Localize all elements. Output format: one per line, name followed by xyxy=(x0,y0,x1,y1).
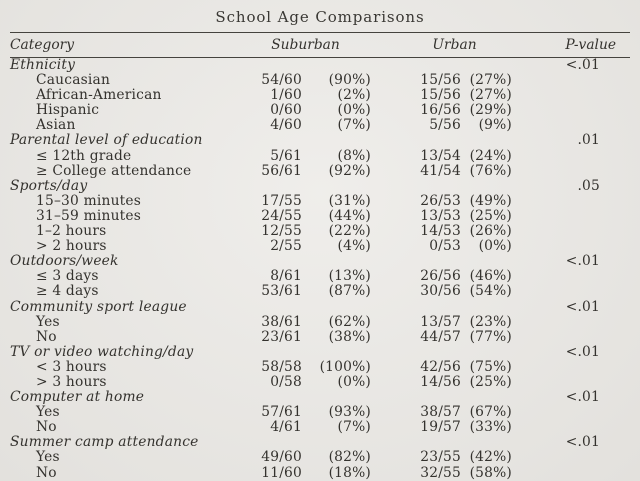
table-row xyxy=(10,315,630,330)
p-value-empty-cell xyxy=(512,224,630,239)
suburban-percent-cell: (4%) xyxy=(337,238,371,255)
p-value-empty-cell xyxy=(512,88,630,103)
category-cell: > 3 hours xyxy=(36,373,107,390)
table-row xyxy=(10,239,630,254)
section-category-cell: Ethnicity xyxy=(10,57,76,73)
p-value-empty-cell xyxy=(512,149,630,164)
urban-count-cell: 26/56 xyxy=(420,268,461,285)
section-category-cell: Summer camp attendance xyxy=(10,434,199,451)
p-value-cell: <.01 xyxy=(565,389,601,406)
urban-percent-cell: (24%) xyxy=(469,147,513,164)
urban-percent-cell: (25%) xyxy=(469,373,513,390)
urban-count-cell: 5/56 xyxy=(429,117,461,134)
urban-percent-cell: (26%) xyxy=(469,223,513,240)
suburban-percent-cell: (90%) xyxy=(328,72,371,89)
category-cell: No xyxy=(36,328,57,345)
suburban-count-cell: 24/55 xyxy=(261,207,302,224)
category-cell: 15–30 minutes xyxy=(36,192,142,209)
p-value-empty-cell xyxy=(512,194,630,209)
column-header-category: Category xyxy=(10,33,240,58)
urban-percent-cell: (54%) xyxy=(469,283,513,300)
urban-count-cell: 13/57 xyxy=(420,313,461,330)
category-cell: No xyxy=(36,419,57,436)
p-value-empty-cell xyxy=(512,450,630,465)
category-cell: Yes xyxy=(36,313,60,330)
suburban-count-cell: 4/61 xyxy=(270,419,302,436)
suburban-percent-cell: (2%) xyxy=(337,87,371,104)
suburban-count-cell: 12/55 xyxy=(261,223,302,240)
table-row xyxy=(10,405,630,420)
suburban-count-cell: 56/61 xyxy=(261,162,302,179)
urban-count-cell: 15/56 xyxy=(420,72,461,89)
table-row xyxy=(10,330,630,345)
suburban-count-cell: 5/61 xyxy=(270,147,302,164)
p-value-cell: .01 xyxy=(577,132,601,149)
table-body xyxy=(10,58,630,481)
urban-percent-cell: (76%) xyxy=(469,162,513,179)
urban-percent-cell: (23%) xyxy=(469,313,513,330)
p-value-cell: .05 xyxy=(577,177,601,194)
suburban-percent-cell: (93%) xyxy=(328,404,371,421)
section-category-cell: Sports/day xyxy=(10,177,88,194)
urban-count-cell: 14/53 xyxy=(420,223,461,240)
urban-percent-cell: (0%) xyxy=(478,238,513,255)
suburban-count-cell: 4/60 xyxy=(270,117,302,134)
urban-count-cell: 16/56 xyxy=(420,102,461,119)
p-value-empty-cell xyxy=(512,209,630,224)
category-cell: ≤ 12th grade xyxy=(36,147,132,164)
category-cell: ≥ 4 days xyxy=(36,283,99,300)
suburban-count-cell: 53/61 xyxy=(261,283,302,300)
table-row xyxy=(10,450,630,465)
section-header-row xyxy=(10,179,630,194)
category-cell: Yes xyxy=(36,404,60,421)
table-row xyxy=(10,360,630,375)
suburban-count-cell: 23/61 xyxy=(261,328,302,345)
urban-percent-cell: (42%) xyxy=(469,449,513,466)
table-row xyxy=(10,164,630,179)
urban-count-cell: 13/54 xyxy=(420,147,461,164)
suburban-percent-cell: (87%) xyxy=(328,283,371,300)
table-row xyxy=(10,209,630,224)
table-row xyxy=(10,73,630,88)
suburban-percent-cell: (22%) xyxy=(328,223,371,240)
urban-percent-cell: (25%) xyxy=(469,207,513,224)
table-row xyxy=(10,375,630,390)
header-row xyxy=(10,33,630,58)
suburban-count-cell: 38/61 xyxy=(261,313,302,330)
urban-count-cell: 30/56 xyxy=(420,283,461,300)
section-category-cell: Computer at home xyxy=(10,389,145,406)
table-row xyxy=(10,224,630,239)
suburban-count-cell: 8/61 xyxy=(270,268,302,285)
p-value-empty-cell xyxy=(512,164,630,179)
urban-count-cell: 0/53 xyxy=(429,238,461,255)
p-value-cell: <.01 xyxy=(565,434,601,451)
suburban-count-cell: 11/60 xyxy=(261,464,302,481)
urban-percent-cell: (27%) xyxy=(469,72,513,89)
suburban-percent-cell: (0%) xyxy=(337,373,371,390)
table-title: School Age Comparisons xyxy=(215,8,425,26)
category-cell: Hispanic xyxy=(36,102,100,119)
category-cell: ≤ 3 days xyxy=(36,268,99,285)
urban-count-cell: 23/55 xyxy=(420,449,461,466)
table-row xyxy=(10,194,630,209)
suburban-count-cell: 17/55 xyxy=(261,192,302,209)
category-cell: ≥ College attendance xyxy=(36,162,192,179)
urban-count-cell: 26/53 xyxy=(420,192,461,209)
section-category-cell: Outdoors/week xyxy=(10,253,119,270)
suburban-percent-cell: (82%) xyxy=(328,449,371,466)
table-row xyxy=(10,269,630,284)
column-header-p-value: P-value xyxy=(512,33,630,58)
p-value-empty-cell xyxy=(512,405,630,420)
suburban-percent-cell: (8%) xyxy=(337,147,371,164)
suburban-percent-cell: (7%) xyxy=(337,117,371,134)
urban-count-cell: 41/54 xyxy=(420,162,461,179)
p-value-cell: <.01 xyxy=(565,343,601,360)
suburban-percent-cell: (44%) xyxy=(328,207,371,224)
section-header-row xyxy=(10,133,630,148)
p-value-empty-cell xyxy=(512,315,630,330)
p-value-cell: <.01 xyxy=(565,57,601,73)
table-row xyxy=(10,118,630,133)
urban-percent-cell: (58%) xyxy=(469,464,513,481)
category-cell: < 3 hours xyxy=(36,358,107,375)
urban-percent-cell: (75%) xyxy=(469,358,513,375)
urban-percent-cell: (29%) xyxy=(469,102,513,119)
section-header-row xyxy=(10,300,630,315)
table-row xyxy=(10,284,630,299)
category-cell: 1–2 hours xyxy=(36,223,107,240)
p-value-empty-cell xyxy=(512,103,630,118)
section-header-row xyxy=(10,345,630,360)
table-row xyxy=(10,420,630,435)
suburban-percent-cell: (31%) xyxy=(328,192,371,209)
section-header-row xyxy=(10,390,630,405)
comparison-table xyxy=(10,32,630,481)
urban-count-cell: 14/56 xyxy=(420,373,461,390)
suburban-percent-cell: (0%) xyxy=(337,102,371,119)
p-value-empty-cell xyxy=(512,360,630,375)
urban-percent-cell: (77%) xyxy=(469,328,513,345)
suburban-percent-cell: (92%) xyxy=(328,162,371,179)
category-cell: Yes xyxy=(36,449,60,466)
urban-percent-cell: (49%) xyxy=(469,192,513,209)
p-value-empty-cell xyxy=(512,284,630,299)
urban-count-cell: 32/55 xyxy=(420,464,461,481)
category-cell: Asian xyxy=(36,117,76,134)
section-category-cell: TV or video watching/day xyxy=(10,343,194,360)
category-cell: No xyxy=(36,464,57,481)
section-header-row xyxy=(10,254,630,269)
p-value-empty-cell xyxy=(512,375,630,390)
urban-percent-cell: (46%) xyxy=(469,268,513,285)
suburban-count-cell: 0/60 xyxy=(270,102,302,119)
p-value-empty-cell xyxy=(512,269,630,284)
urban-count-cell: 44/57 xyxy=(420,328,461,345)
urban-percent-cell: (33%) xyxy=(469,419,513,436)
suburban-count-cell: 1/60 xyxy=(270,87,302,104)
category-cell: > 2 hours xyxy=(36,238,107,255)
table-row xyxy=(10,103,630,118)
urban-percent-cell: (9%) xyxy=(478,117,513,134)
suburban-percent-cell: (100%) xyxy=(319,358,371,375)
p-value-empty-cell xyxy=(512,330,630,345)
category-cell: 31–59 minutes xyxy=(36,207,142,224)
table-row xyxy=(10,149,630,164)
section-header-row xyxy=(10,435,630,450)
urban-count-cell: 19/57 xyxy=(420,419,461,436)
urban-percent-cell: (27%) xyxy=(469,87,513,104)
urban-percent-cell: (67%) xyxy=(469,404,513,421)
suburban-percent-cell: (38%) xyxy=(328,328,371,345)
suburban-count-cell: 57/61 xyxy=(261,404,302,421)
suburban-count-cell: 0/58 xyxy=(270,373,302,390)
p-value-cell: <.01 xyxy=(565,253,601,270)
suburban-percent-cell: (7%) xyxy=(337,419,371,436)
table-row xyxy=(10,466,630,481)
p-value-empty-cell xyxy=(512,118,630,133)
p-value-empty-cell xyxy=(512,466,630,481)
p-value-empty-cell xyxy=(512,239,630,254)
column-header-suburban: Suburban xyxy=(240,33,371,58)
category-cell: Caucasian xyxy=(36,72,111,89)
suburban-count-cell: 58/58 xyxy=(261,358,302,375)
section-category-cell: Community sport league xyxy=(10,298,187,315)
suburban-count-cell: 2/55 xyxy=(270,238,302,255)
column-header-urban: Urban xyxy=(371,33,512,58)
category-cell: African-American xyxy=(36,87,162,104)
suburban-percent-cell: (62%) xyxy=(328,313,371,330)
urban-count-cell: 38/57 xyxy=(420,404,461,421)
table-row xyxy=(10,88,630,103)
table-header xyxy=(10,33,630,58)
p-value-cell: <.01 xyxy=(565,298,601,315)
section-category-cell: Parental level of education xyxy=(10,132,203,149)
suburban-percent-cell: (18%) xyxy=(328,464,371,481)
suburban-percent-cell: (13%) xyxy=(328,268,371,285)
urban-count-cell: 42/56 xyxy=(420,358,461,375)
section-header-row xyxy=(10,58,630,74)
urban-count-cell: 15/56 xyxy=(420,87,461,104)
suburban-count-cell: 49/60 xyxy=(261,449,302,466)
p-value-empty-cell xyxy=(512,73,630,88)
suburban-count-cell: 54/60 xyxy=(261,72,302,89)
urban-count-cell: 13/53 xyxy=(420,207,461,224)
p-value-empty-cell xyxy=(512,420,630,435)
